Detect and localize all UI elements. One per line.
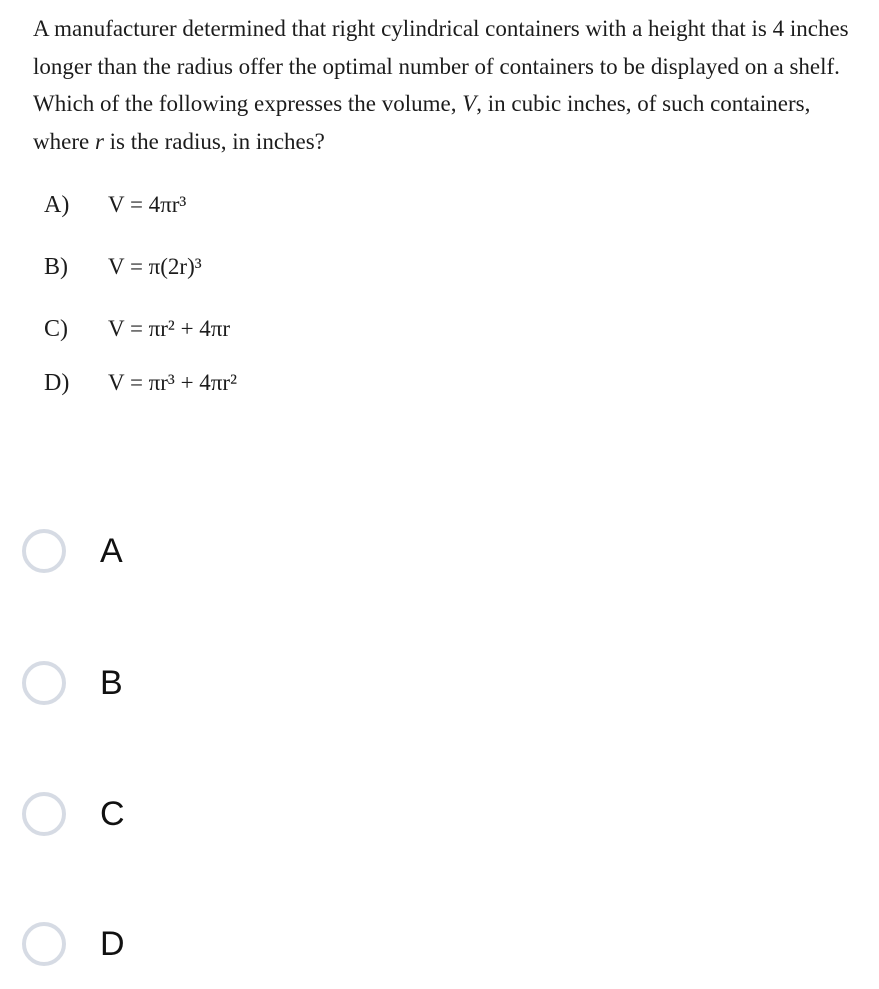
choice-b [44, 254, 544, 312]
option-b[interactable] [22, 657, 322, 713]
question-part-1: A manufacturer determined that right cylindrical containers with a height that is 4 inches longer than the radius offer the optimal number of containers to be displayed on a shelf. Which of the following expresses the volume, [33, 16, 849, 116]
choice-letter: D) [44, 370, 70, 396]
question-part-2: , in cubic inches, of such containers, where [33, 91, 811, 154]
radio-circle-icon[interactable] [22, 529, 66, 573]
radio-circle-icon[interactable] [22, 922, 66, 966]
answer-choices-list [44, 192, 544, 428]
option-label[interactable]: A [100, 532, 123, 570]
question-text [33, 10, 863, 160]
option-label[interactable]: C [100, 795, 125, 833]
choice-expression: V = πr² + 4πr [108, 316, 231, 341]
option-d[interactable] [22, 918, 322, 974]
choice-expression: V = πr³ + 4πr² [108, 370, 237, 395]
choice-letter: B) [44, 254, 68, 280]
choice-expression: V = π(2r)³ [108, 254, 202, 279]
choice-c [44, 316, 544, 374]
radio-circle-icon[interactable] [22, 661, 66, 705]
choice-d [44, 370, 544, 428]
choice-letter: A) [44, 192, 70, 218]
question-var-r: r [94, 128, 104, 154]
choice-expression: V = 4πr³ [108, 192, 187, 217]
option-c[interactable] [22, 788, 322, 844]
radio-circle-icon[interactable] [22, 792, 66, 836]
question-var-v: V [462, 91, 477, 116]
question-part-3: is the radius, in inches? [103, 128, 325, 154]
choice-letter: C) [44, 316, 68, 342]
option-label[interactable]: D [100, 925, 125, 963]
option-label[interactable]: B [100, 664, 123, 702]
choice-a [44, 192, 544, 250]
option-a[interactable] [22, 525, 322, 581]
